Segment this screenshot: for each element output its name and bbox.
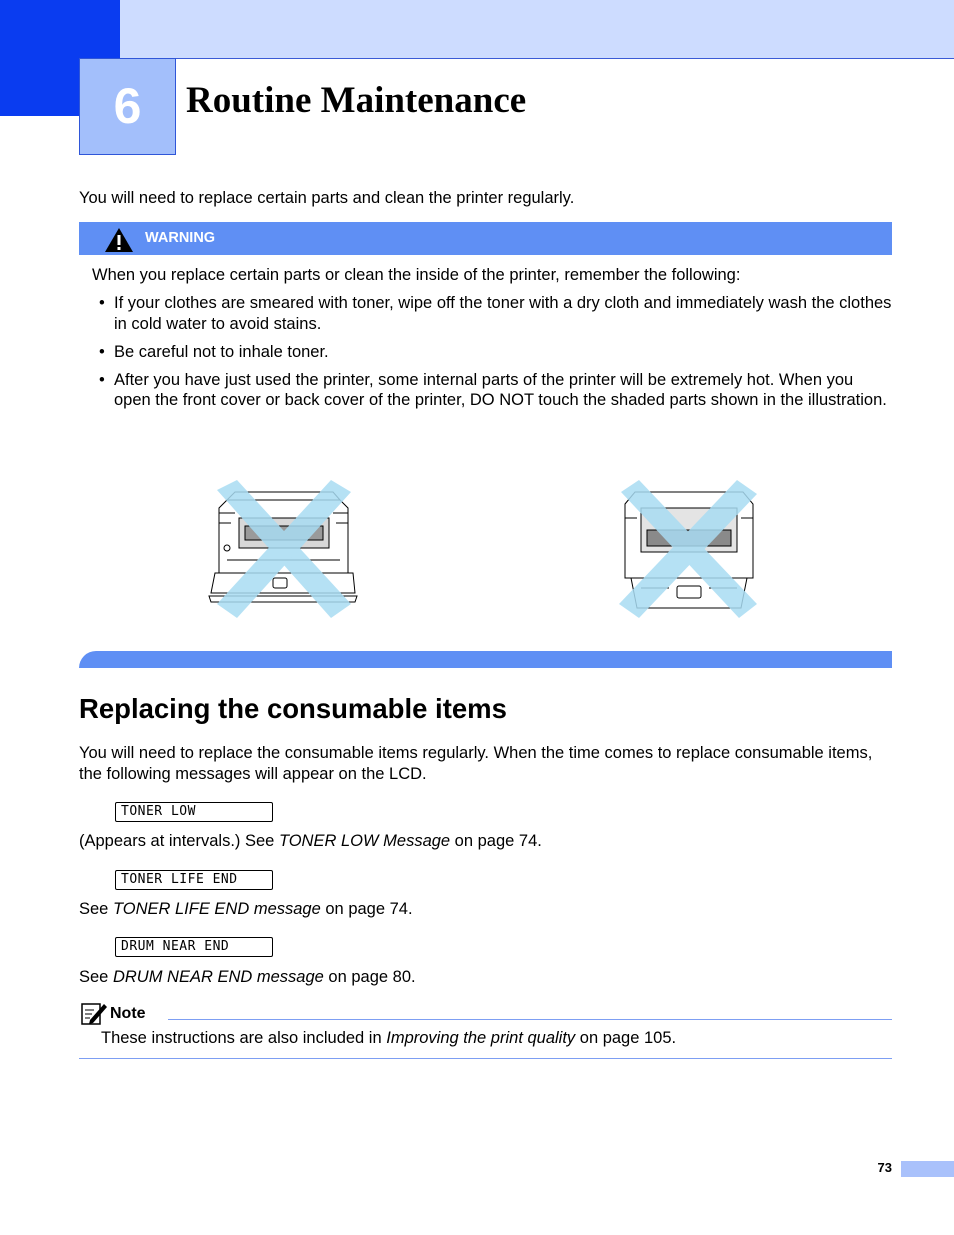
printer-back-illustration [617, 478, 760, 620]
chapter-title: Routine Maintenance [186, 80, 527, 121]
page-number: 73 [877, 1160, 892, 1175]
lcd-message-toner-life-end: TONER LIFE END [115, 870, 273, 890]
page-tab [901, 1161, 954, 1177]
lcd-message-toner-low: TONER LOW [115, 802, 273, 822]
warning-item: • Be careful not to inhale toner. [92, 342, 892, 363]
note-text: These instructions are also included in Improving the print quality on page 105. [101, 1029, 677, 1047]
chapter-number: 6 [79, 58, 176, 155]
section-divider [79, 651, 892, 668]
message-reference: See DRUM NEAR END message on page 80. [79, 968, 416, 986]
printer-front-illustration [205, 478, 360, 620]
section-heading: Replacing the consumable items [79, 693, 507, 724]
warning-label: WARNING [145, 230, 216, 246]
warning-item: • After you have just used the printer, some internal parts of the printer will be extremely hot. When you open the front cover or back cover of the printer, DO NOT touch the shaded parts shown in the illustration. [92, 370, 892, 411]
warning-list [92, 293, 892, 418]
warning-icon [104, 227, 134, 253]
header-band [0, 0, 954, 59]
section-intro: You will need to replace the consumable items regularly. When the time comes to replace consumable items, the following messages will appear on the LCD. [79, 744, 873, 783]
warning-item: • If your clothes are smeared with toner, wipe off the toner with a dry cloth and immediately wash the clothes in cold water to avoid stains. [92, 293, 892, 334]
note-label: Note [110, 1005, 146, 1022]
message-reference: (Appears at intervals.) See TONER LOW Message on page 74. [79, 832, 542, 850]
note-bottom-rule [79, 1058, 892, 1059]
lcd-message-drum-near-end: DRUM NEAR END [115, 937, 273, 957]
warning-lead: When you replace certain parts or clean the inside of the printer, remember the following: [92, 266, 741, 284]
note-top-rule [168, 1019, 892, 1020]
intro-paragraph: You will need to replace certain parts and clean the printer regularly. [79, 189, 575, 207]
message-reference: See TONER LIFE END message on page 74. [79, 900, 413, 918]
note-pencil-icon [80, 1000, 108, 1026]
